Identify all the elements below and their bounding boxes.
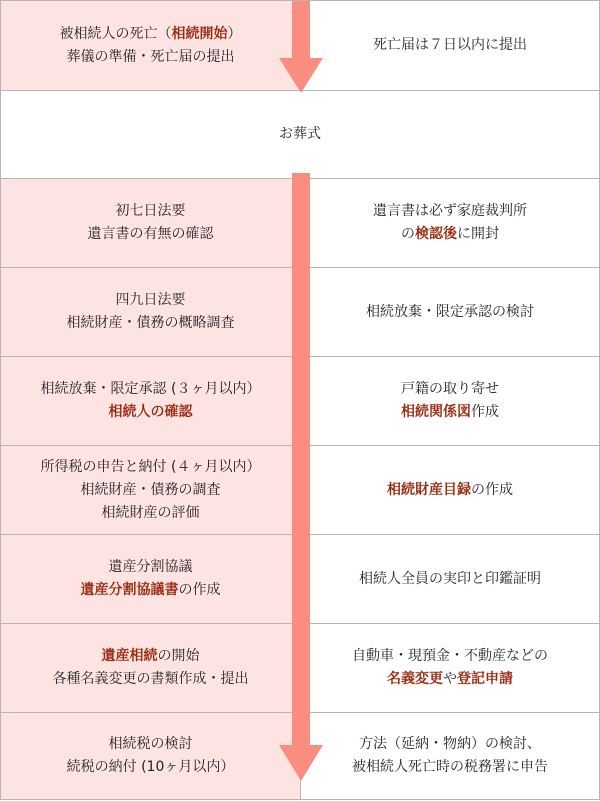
text-line (109, 556, 193, 579)
step-6-note (301, 446, 599, 534)
text-segment: 遺産分割協議 (108, 559, 193, 575)
step-row-3 (1, 179, 599, 268)
text-line (366, 301, 534, 324)
text-line (116, 289, 186, 312)
text-line (88, 223, 214, 246)
text-segment: の (401, 226, 415, 242)
text-line (387, 668, 513, 691)
text-segment: 続税の納付 (10ヶ月以内） (66, 759, 235, 775)
text-line (401, 401, 499, 424)
text-line (373, 34, 527, 57)
step-row-5 (1, 357, 599, 446)
step-9-task (1, 713, 301, 799)
highlight-text: 相続財産目録 (387, 481, 471, 498)
text-segment: 方法（延納・物納）の検討、 (359, 736, 541, 752)
text-segment: 相続財産の評価 (101, 504, 200, 521)
step-row-7 (1, 535, 599, 624)
text-segment: に開封 (457, 226, 499, 242)
funeral-banner (1, 91, 599, 178)
text-line (102, 502, 200, 525)
step-row-2 (1, 91, 599, 179)
step-7-note (301, 535, 599, 623)
text-segment: 初七日法要 (115, 203, 186, 219)
text-line (53, 668, 249, 691)
step-1-note (301, 1, 599, 90)
text-segment: お葬式 (279, 126, 321, 142)
text-segment: ） (227, 25, 242, 42)
text-line (102, 645, 200, 668)
step-row-8 (1, 624, 599, 713)
text-line (67, 756, 235, 779)
text-line (401, 378, 499, 401)
text-line (116, 200, 186, 223)
text-segment: 死亡届は７日以内に提出 (373, 37, 527, 53)
text-line (387, 479, 513, 502)
text-segment: の開始 (157, 648, 200, 664)
text-line (41, 456, 261, 479)
highlight-text: 遺産分割協議書 (80, 582, 179, 598)
highlight-text: 遺産相続 (101, 648, 158, 664)
step-row-1 (1, 1, 599, 91)
text-segment: 所得税の申告と納付 (４ヶ月以内） (40, 458, 261, 475)
text-segment: 相続財産・債務の概略調査 (66, 315, 235, 331)
text-line (352, 756, 548, 779)
text-segment: 葬儀の準備・死亡届の提出 (66, 48, 235, 65)
step-8-note (301, 624, 599, 712)
step-1-task (1, 1, 301, 90)
highlight-text: 名義変更 (387, 671, 443, 687)
text-line (41, 378, 261, 401)
text-line (81, 479, 221, 502)
text-segment: 被相続人死亡時の税務署に申告 (352, 759, 548, 775)
text-segment: 作成 (471, 404, 499, 420)
text-line (359, 733, 541, 756)
step-row-9 (1, 713, 599, 799)
text-segment: 戸籍の取り寄せ (401, 381, 499, 397)
text-line (67, 312, 235, 335)
text-line (352, 645, 548, 668)
text-line (67, 46, 235, 69)
step-row-4 (1, 268, 599, 357)
text-segment: 各種名義変更の書類作成・提出 (52, 671, 249, 687)
text-segment: や (443, 671, 457, 687)
step-7-task (1, 535, 301, 623)
step-3-task (1, 179, 301, 267)
text-segment: の作成 (178, 582, 221, 598)
step-6-task (1, 446, 301, 534)
step-5-note (301, 357, 599, 445)
step-9-note (301, 713, 599, 799)
text-segment: 相続財産・債務の調査 (80, 481, 221, 498)
text-line (279, 123, 321, 146)
text-line (373, 200, 527, 223)
step-3-note (301, 179, 599, 267)
text-segment: 相続税の検討 (108, 736, 193, 752)
text-segment: 相続放棄・限定承認の検討 (366, 303, 534, 320)
text-segment: 被相続人の死亡（ (59, 25, 172, 42)
text-segment: 四九日法要 (115, 292, 186, 308)
text-segment: 遺言書の有無の確認 (87, 226, 214, 242)
text-line (359, 568, 541, 591)
highlight-text: 相続開始 (171, 25, 228, 42)
text-segment: 自動車・現預金・不動産などの (352, 648, 548, 664)
text-line (109, 401, 193, 424)
text-line (81, 579, 221, 602)
text-segment: 相続放棄・限定承認 (３ヶ月以内） (40, 381, 261, 397)
text-line (401, 223, 499, 246)
text-line (109, 733, 193, 756)
step-row-6 (1, 446, 599, 535)
text-line (60, 23, 242, 46)
step-4-task (1, 268, 301, 356)
highlight-text: 検認後 (415, 226, 457, 242)
text-segment: の作成 (471, 481, 513, 498)
step-4-note (301, 268, 599, 356)
step-5-task (1, 357, 301, 445)
highlight-text: 相続関係図 (401, 404, 471, 420)
text-segment: 相続人全員の実印と印鑑証明 (359, 570, 541, 587)
text-segment: 遺言書は必ず家庭裁判所 (373, 203, 527, 219)
step-8-task (1, 624, 301, 712)
highlight-text: 登記申請 (457, 671, 513, 687)
highlight-text: 相続人の確認 (108, 404, 193, 420)
